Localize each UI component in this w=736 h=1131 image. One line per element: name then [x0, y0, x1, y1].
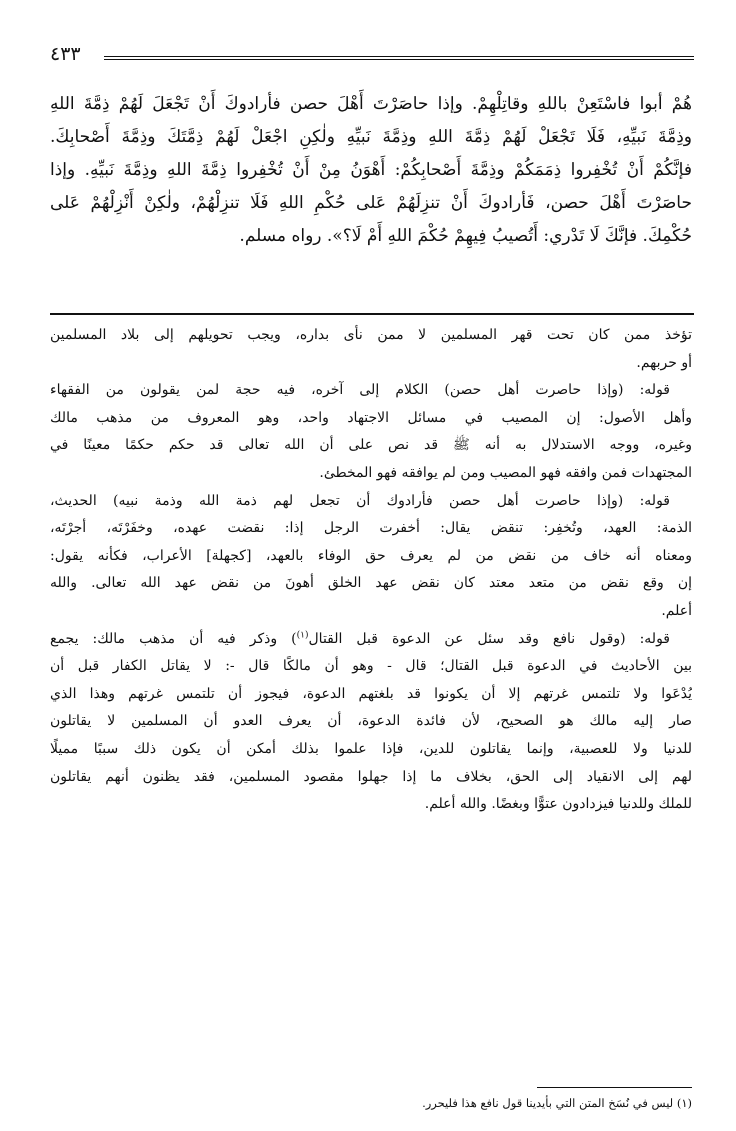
commentary-line-with-footnote: [50, 626, 692, 654]
section-divider: [50, 313, 694, 315]
commentary-line: وغيره، ووجه الاستدلال به أنه ﷺ قد نص على أن الله تعالى قد حكم حكمًا معينًا في: [50, 437, 692, 454]
commentary-line: أعلم.: [661, 602, 692, 619]
commentary-line: للملك وللدنيا فيزدادون عتوًّا وبغضًا. والله أعلم.: [424, 796, 692, 813]
commentary-line: المجتهدات فمن وافقه فهو المصيب ومن لم يوافقه فهو المخطئ.: [319, 464, 692, 481]
commentary-line: وأهل الأصول: إن المصيب في مسائل الاجتهاد واحد، وهو المعروف من مذهب مالك: [50, 409, 692, 426]
commentary-line: لهم إلى الانقياد إلى الحق، بخلاف ما إذا جهلوا مقصود المسلمين، فقد يظنون أنهم يقاتلون: [50, 768, 692, 785]
matn-line: حاصَرْتَ أَهْلَ حصن، فَأرادوكَ أَنْ تنزِلَهُمْ عَلى حُكْمِ اللهِ فَلَا تنزِلْهُمْ، ولٰكِنْ أَنْزِلْهُمْ عَلى: [50, 193, 692, 213]
matn-text-block: [50, 88, 692, 253]
header-rule: [104, 56, 694, 60]
matn-line: هُمْ أبوا فاسْتَعِنْ باللهِ وقاتِلْهِمْ. وإذا حاصَرْتَ أَهْلَ حصن فأرادوكَ أَنْ تَجْعَلَ لَهُمْ ذِمَّةَ اللهِ: [50, 94, 692, 114]
footnote-divider: [537, 1087, 692, 1088]
matn-line: حُكْمِكَ. فإنَّكَ لَا تَدْري: أَتُصيبُ فِيهِمْ حُكْمَ اللهِ أَمْ لَا؟». رواه مسلم.: [239, 226, 692, 246]
commentary-line: تؤخذ ممن كان تحت قهر المسلمين لا ممن نأى بداره، ويجب تحويلهم إلى بلاد المسلمين: [50, 327, 692, 343]
commentary-line-tail: ) وذكر فيه أن مذهب مالك: يجمع: [50, 630, 297, 647]
commentary-line: قوله: (وإذا حاصرت أهل حصن فأرادوك أن تجعل لهم ذمة الله وذمة نبيه) الحديث،: [50, 492, 670, 509]
page-number: ٤٣٣: [50, 43, 81, 65]
commentary-line: صار إليه مالك هو الصحيح، لأن فائدة الدعوة، أن يعرف العدو أن المسلمين لا يقاتلون: [50, 713, 692, 730]
matn-line: وذِمَّةَ نَبيِّهِ، فَلَا تَجْعَلْ لَهُمْ ذِمَّةَ اللهِ وذِمَّةَ نَبيِّهِ ولٰكِنِ اجْعَلْ لَهُمْ ذِمَّتَكَ وذِمَّةَ أَصْحابِكَ.: [50, 127, 692, 147]
commentary-line: قوله: (وإذا حاصرت أهل حصن) الكلام إلى آخره، فيه حجة لمن يقولون من الفقهاء: [50, 382, 670, 399]
commentary-line: الذمة: العهد، وتُخفِر: تنقض يقال: أخفرت الرجل إذا: نقضت عهده، وخفَرْتَه، أجرْتَه،: [50, 520, 692, 537]
commentary-text-block: [50, 322, 692, 819]
commentary-line: بين الأحاديث في الدعوة قبل القتال؛ قال - وهو أن مالكًا قال -: لا يقاتل الكفار قبل أن: [50, 658, 692, 675]
commentary-line-head: قوله: (وقول نافع وقد سئل عن الدعوة قبل القتال: [308, 630, 670, 647]
commentary-line: أو حربهم.: [636, 354, 692, 371]
commentary-line: إن وقع نقض من متعد معتد كان نقض عهد الخلق أهونَ من نقض عهد الله تعالى. والله: [50, 575, 692, 592]
footnote: (١) ليس في نُسَخ المتن التي بأيدينا قول نافع هذا فليحرر.: [422, 1096, 692, 1110]
commentary-line: للدنيا ولا للعصبية، وإنما يقاتلون للدين، فإذا علموا بذلك أمكن أن يكون ذلك سببًا مميلًا: [50, 740, 692, 757]
commentary-line: ومعناه أنه خاف من نقض من لم يعرف حق الوفاء بالعهد، [كجهلة] الأعراب، فكأنه يقول:: [50, 547, 692, 564]
footnote-reference[interactable]: (١): [296, 629, 309, 640]
commentary-line: يُدْعَوا ولا تلتمس غرتهم إلا أن يكونوا قد بلغتهم الدعوة، فيجوز أن تلتمس غرتهم وهذا الذي: [50, 685, 692, 702]
matn-line: فإنَّكُمْ أَنْ تُخْفِروا ذِمَمَكُمْ وذِمَّةَ أَصْحابِكُمْ: أَهْوَنُ مِنْ أَنْ تُخْفِروا ذِمَّةَ اللهِ وذِمَّةَ نَبيِّهِ. وإذا: [50, 160, 692, 180]
